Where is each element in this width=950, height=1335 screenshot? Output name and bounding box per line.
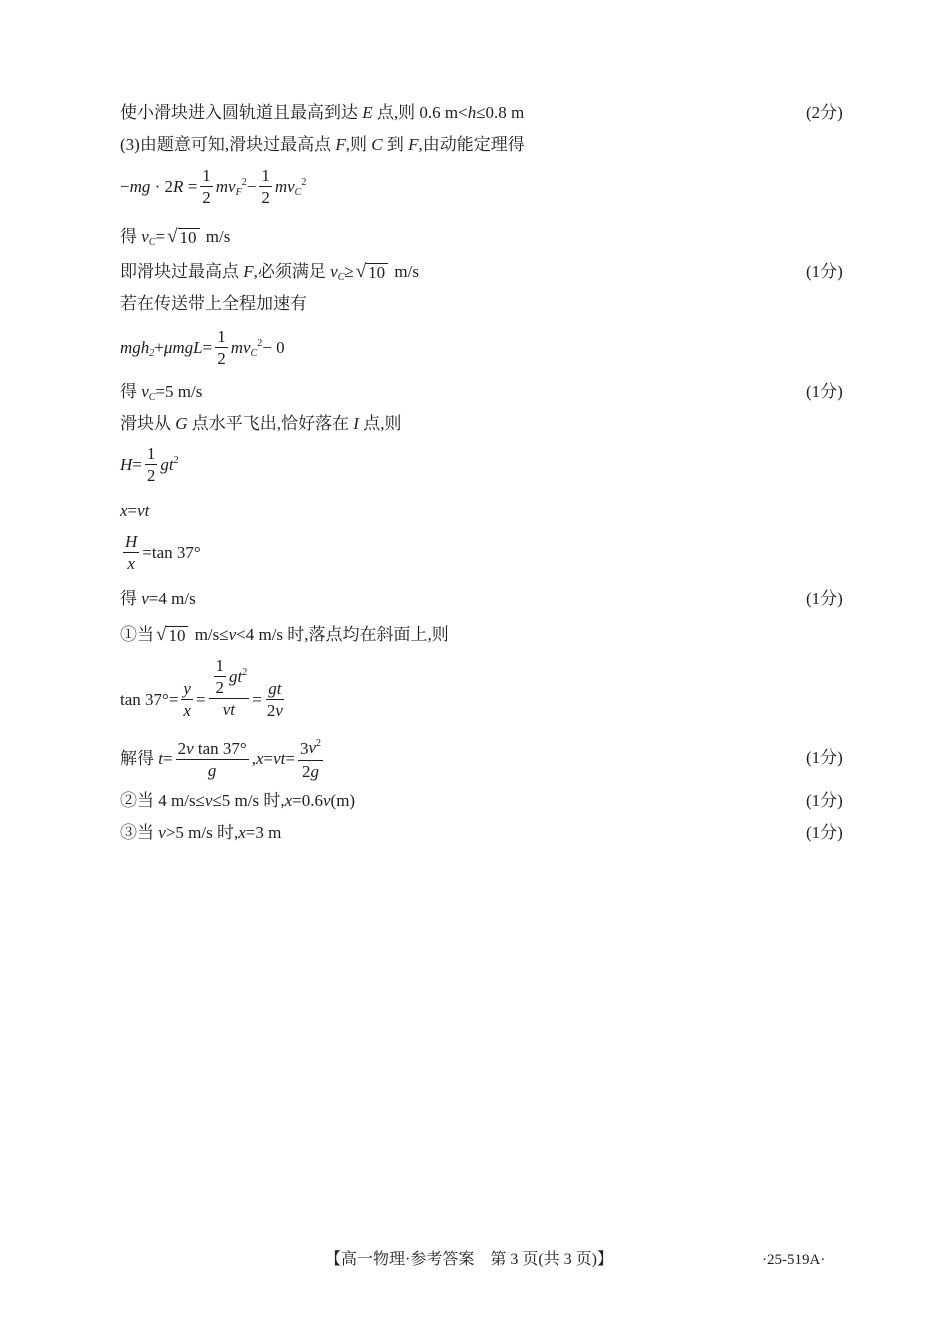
fraction [215,327,228,368]
equation-line [120,327,285,368]
equation-line [120,656,288,743]
math-variable: x [183,701,191,720]
fraction-denominator [125,553,137,573]
text-run: (3)由题意可知,滑块过最高点 [120,135,336,154]
math-variable: v [141,382,149,401]
answer-line [120,822,281,844]
fraction [145,444,158,485]
fraction-denominator [265,700,285,720]
math-variable: x [255,749,264,768]
text-run: 1 [202,166,211,185]
fraction-denominator [215,348,228,368]
text-run: =5 m/s [155,382,203,401]
math-variable: mgh [120,337,150,357]
text-run: ,必须满足 [253,262,331,281]
subscript: C [148,237,156,248]
text-run: (m) [330,791,356,810]
fraction-denominator [259,187,272,207]
fraction [181,679,193,720]
math-variable: v [308,738,317,757]
math-term [275,176,307,198]
math-variable: C [371,135,383,154]
text-run: m/s [390,262,419,281]
math-term [120,337,154,359]
fraction [298,737,323,781]
superscript: 2 [257,337,263,349]
fraction-numerator [266,679,283,700]
text-run: 1 [217,327,226,346]
text-run: ③当 [120,823,159,842]
text-run: 若在传送带上全程加速有 [120,294,307,313]
score-label: (1分) [806,823,843,842]
text-run: ,则 [345,135,372,154]
fraction [259,166,272,207]
text-run: − [120,176,130,196]
radicand: 10 [166,626,188,645]
text-run: 1 [261,166,270,185]
fraction [176,739,249,780]
fraction-denominator [300,761,321,781]
text-run: = [162,749,173,768]
fraction [214,656,227,697]
text-run: ≤5 m/s 时, [212,791,285,810]
text-run: =tan 37° [142,542,201,562]
math-variable: v [158,823,166,842]
text-run: = [252,689,262,709]
math-term [141,226,155,248]
fraction-denominator [221,699,237,719]
math-term [216,176,247,198]
text-run: = [155,227,166,246]
text-run: + [154,337,164,357]
text-run: 使小滑块进入圆轨道且最高到达 [120,103,363,122]
math-variable: x [120,501,128,520]
text-run: 3 [299,738,309,758]
fraction-numerator [181,679,193,700]
fraction-numerator [176,739,249,760]
math-variable: H [125,532,138,551]
answer-line [120,413,401,435]
square-root [167,227,199,247]
math-variable: v [275,701,283,720]
math-variable: mv [274,176,295,196]
text-run: = [202,337,213,357]
answer-line [120,588,196,610]
page-footer-title: 【高一物理·参考答案 第 3 页(共 3 页)】 [325,1251,613,1268]
text-run: 1 [146,444,156,463]
text-run: = [285,749,295,768]
answer-line [120,134,525,156]
radicand: 10 [178,228,200,247]
text-run: 2 [146,466,156,485]
text-run: = [127,501,138,520]
subscript: C [337,272,345,283]
answer-line [120,293,307,315]
math-variable: I [353,414,359,433]
text-run: , [251,749,256,768]
math-variable: vt [137,501,150,520]
radicand: 10 [366,263,388,282]
text-run: ①当 [120,625,154,644]
subscript: F [235,186,242,198]
math-variable: gt [229,666,243,686]
math-variable: μmgL [163,337,203,357]
answer-line [120,261,419,283]
math-variable: E [362,103,373,122]
text-run: 点水平飞出,恰好落在 [187,414,354,433]
text-run: · 2 [150,176,174,196]
text-run: = [132,454,142,474]
fraction-numerator [214,656,227,677]
text-run: 得 [120,382,142,401]
text-run: ②当 4 m/s≤ [120,791,205,810]
score-label: (1分) [806,791,843,810]
text-run: 到 [382,135,409,154]
text-run: =4 m/s [148,589,196,608]
text-run: 2 [215,678,225,697]
math-variable: t [158,749,163,768]
fraction-denominator [181,700,193,720]
text-run: =0.6 [292,791,323,810]
fraction [200,166,213,207]
text-run: =3 m [245,823,282,842]
equation-line [120,737,326,781]
text-run: 2 [177,738,187,758]
score-label: (1分) [806,589,843,608]
math-term [160,454,178,476]
fraction-denominator [206,760,219,780]
score-label: (2分) [806,103,843,122]
score-label: (1分) [806,262,843,281]
math-variable: v [228,625,237,644]
text-run: 1 [215,656,225,675]
score-label: (1分) [806,748,843,767]
math-variable: h [467,103,477,122]
text-run: 2 [261,188,270,207]
math-variable: v [186,738,194,758]
math-variable: g [207,760,217,780]
text-run: 2 [266,701,276,720]
fraction [265,679,285,720]
math-variable: R [173,176,184,196]
text-run: >5 m/s 时, [165,823,239,842]
math-variable: v [141,227,149,246]
square-root [356,262,388,282]
math-variable: gt [160,454,174,474]
fraction-numerator [259,166,272,187]
text-run: 点,则 0.6 m< [372,103,468,122]
score-label: (1分) [806,382,843,401]
text-run: ,由动能定理得 [418,135,525,154]
math-variable: mv [230,337,251,357]
math-variable: x [284,791,293,810]
text-run: 滑块从 [120,414,176,433]
text-run: ≥ [344,262,354,281]
text-run: 得 [120,227,142,246]
page-footer-code: ·25-519A· [762,1252,826,1268]
fraction-numerator [298,737,323,761]
text-run: 2 [217,349,226,368]
text-run: 即滑块过最高点 [120,262,244,281]
subscript: C [148,392,156,403]
math-variable: v [204,791,213,810]
text-run: tan 37° [193,738,247,758]
subscript: 2 [149,347,155,359]
radical-sign: √ [156,624,167,645]
math-variable: mv [215,176,236,196]
math-variable: F [335,135,346,154]
math-variable: v [141,589,149,608]
text-run: m/s [201,227,231,246]
text-run: 2 [301,762,311,781]
math-variable: H [120,454,133,474]
square-root [156,625,188,645]
fraction-numerator [145,444,158,465]
fraction-numerator [123,532,139,553]
fraction-denominator [145,465,158,485]
equation-line [120,532,201,573]
text-run: = [263,749,274,768]
math-variable: vt [222,700,236,719]
text-run: − 0 [262,337,285,357]
text-run: = [195,689,206,709]
fraction [209,656,250,743]
equation-line [120,500,149,522]
superscript: 2 [301,176,307,188]
text-run: 解得 [120,749,159,768]
math-variable: v [330,262,338,281]
math-term [330,261,344,283]
text-run: = [183,176,198,196]
math-variable: F [408,135,419,154]
answer-line [120,381,202,403]
answer-line [120,790,355,812]
text-run: m/s≤ [190,625,229,644]
math-term [141,381,155,403]
math-variable: mg [129,176,151,196]
math-term [231,337,263,359]
fraction-numerator [209,656,250,699]
text-run: 点,则 [358,414,402,433]
fraction [123,532,139,573]
text-run: ≤0.8 m [476,103,525,122]
math-variable: x [238,823,246,842]
radical-sign: √ [167,226,178,247]
answer-line [120,226,230,248]
superscript: 2 [241,176,247,188]
fraction-numerator [200,166,213,187]
math-variable: v [323,791,331,810]
math-variable: gt [268,679,282,698]
math-variable: x [127,554,135,573]
superscript: 2 [316,738,322,749]
subscript: C [250,347,258,359]
answer-line [120,624,449,646]
math-variable: G [175,414,188,433]
subscript: C [294,186,302,198]
fraction-denominator [200,187,213,207]
math-variable: g [310,762,319,781]
math-term [229,666,247,688]
math-variable: F [243,262,254,281]
superscript: 2 [173,454,179,466]
math-variable: vt [273,749,286,768]
math-variable: y [183,679,191,698]
text-run: − [246,176,257,196]
math-term [308,737,321,759]
superscript: 2 [242,666,248,678]
radical-sign: √ [355,261,367,282]
answer-line [120,102,524,124]
text-run: tan 37°= [120,689,179,709]
text-run: 得 [120,589,142,608]
equation-line [120,444,179,485]
fraction-denominator [214,677,227,697]
fraction-numerator [215,327,228,348]
equation-line [120,166,306,207]
text-run: <4 m/s 时,落点均在斜面上,则 [236,625,449,644]
text-run: 2 [202,188,211,207]
